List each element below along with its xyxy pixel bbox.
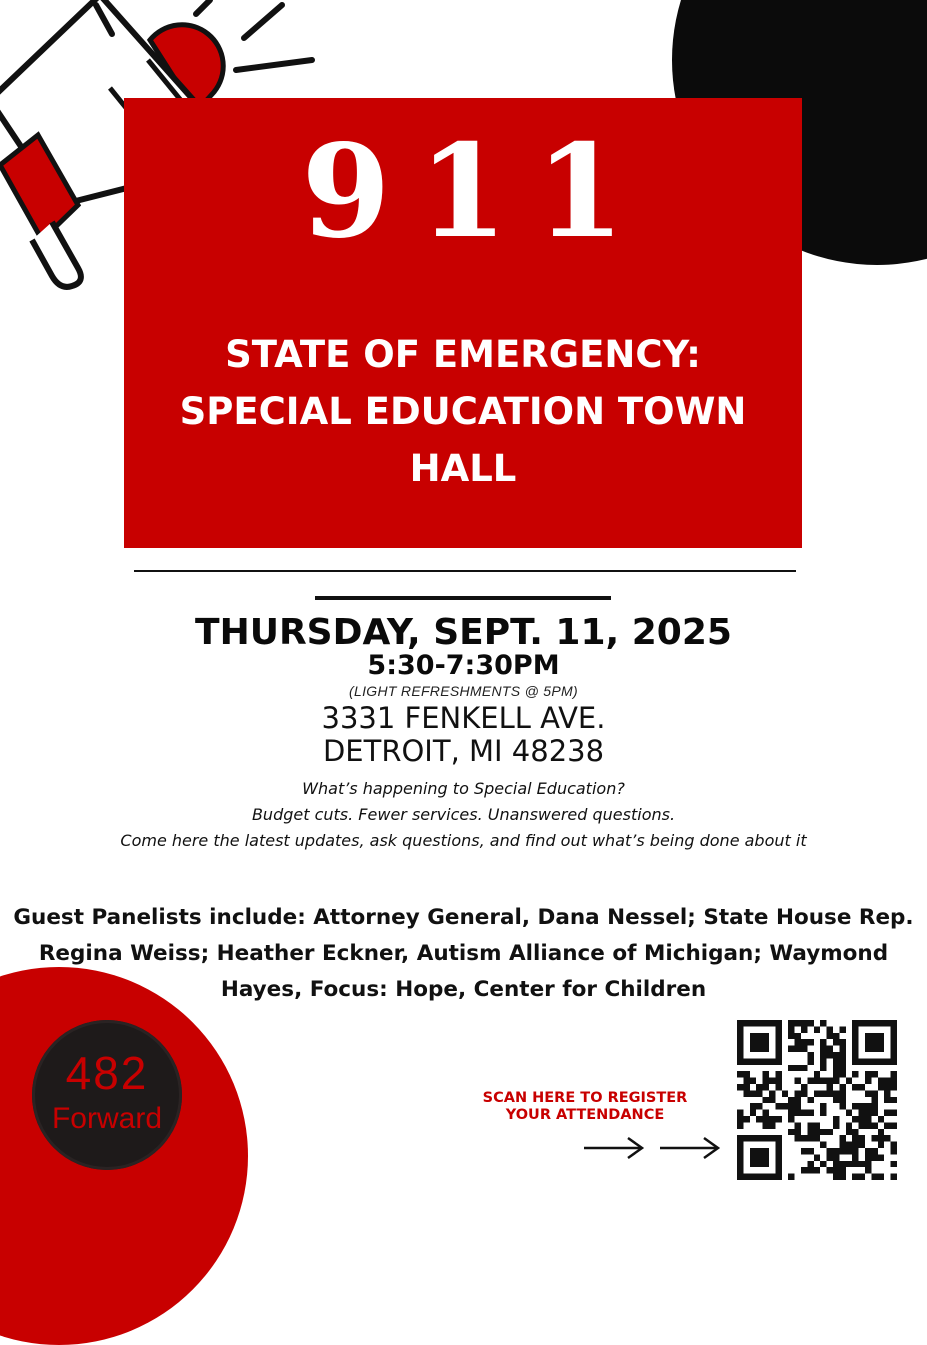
panelists-list: Guest Panelists include: Attorney General, Dana Nessel; State House Rep. Regina Weiss; Heather Eckner, Autism Alliance of Michigan; Waymond Hayes, Focus: Hope, Center for Children xyxy=(13,905,914,1002)
description-line: Come here the latest updates, ask questions, and find out what’s being done about it xyxy=(120,831,807,850)
registration-qr-code[interactable] xyxy=(736,1020,898,1180)
big-number: 911 xyxy=(301,117,653,267)
scan-line: SCAN HERE TO REGISTER xyxy=(482,1090,688,1106)
event-time: 5:30-7:30PM xyxy=(367,650,560,681)
arrow-right-icon xyxy=(582,1132,722,1164)
scan-instructions xyxy=(440,1090,730,1124)
divider xyxy=(134,570,796,572)
divider-short xyxy=(315,596,611,600)
address-city: DETROIT, MI 48238 xyxy=(322,734,605,768)
logo-word: Forward xyxy=(51,1102,163,1135)
event-description xyxy=(0,776,927,854)
description-line: Budget cuts. Fewer services. Unanswered questions. xyxy=(251,805,676,824)
address-street: 3331 FENKELL AVE. xyxy=(321,701,606,735)
description-line: What’s happening to Special Education? xyxy=(302,779,625,798)
scan-line: YOUR ATTENDANCE xyxy=(505,1107,665,1123)
refreshments-note: (LIGHT REFRESHMENTS @ 5PM) xyxy=(349,683,578,699)
title-banner xyxy=(124,98,802,548)
event-title: STATE OF EMERGENCY: SPECIAL EDUCATION TOWN HALL xyxy=(179,333,747,490)
event-date: THURSDAY, SEPT. 11, 2025 xyxy=(195,612,732,653)
482-forward-logo xyxy=(32,1020,182,1170)
logo-number: 482 xyxy=(65,1047,149,1099)
